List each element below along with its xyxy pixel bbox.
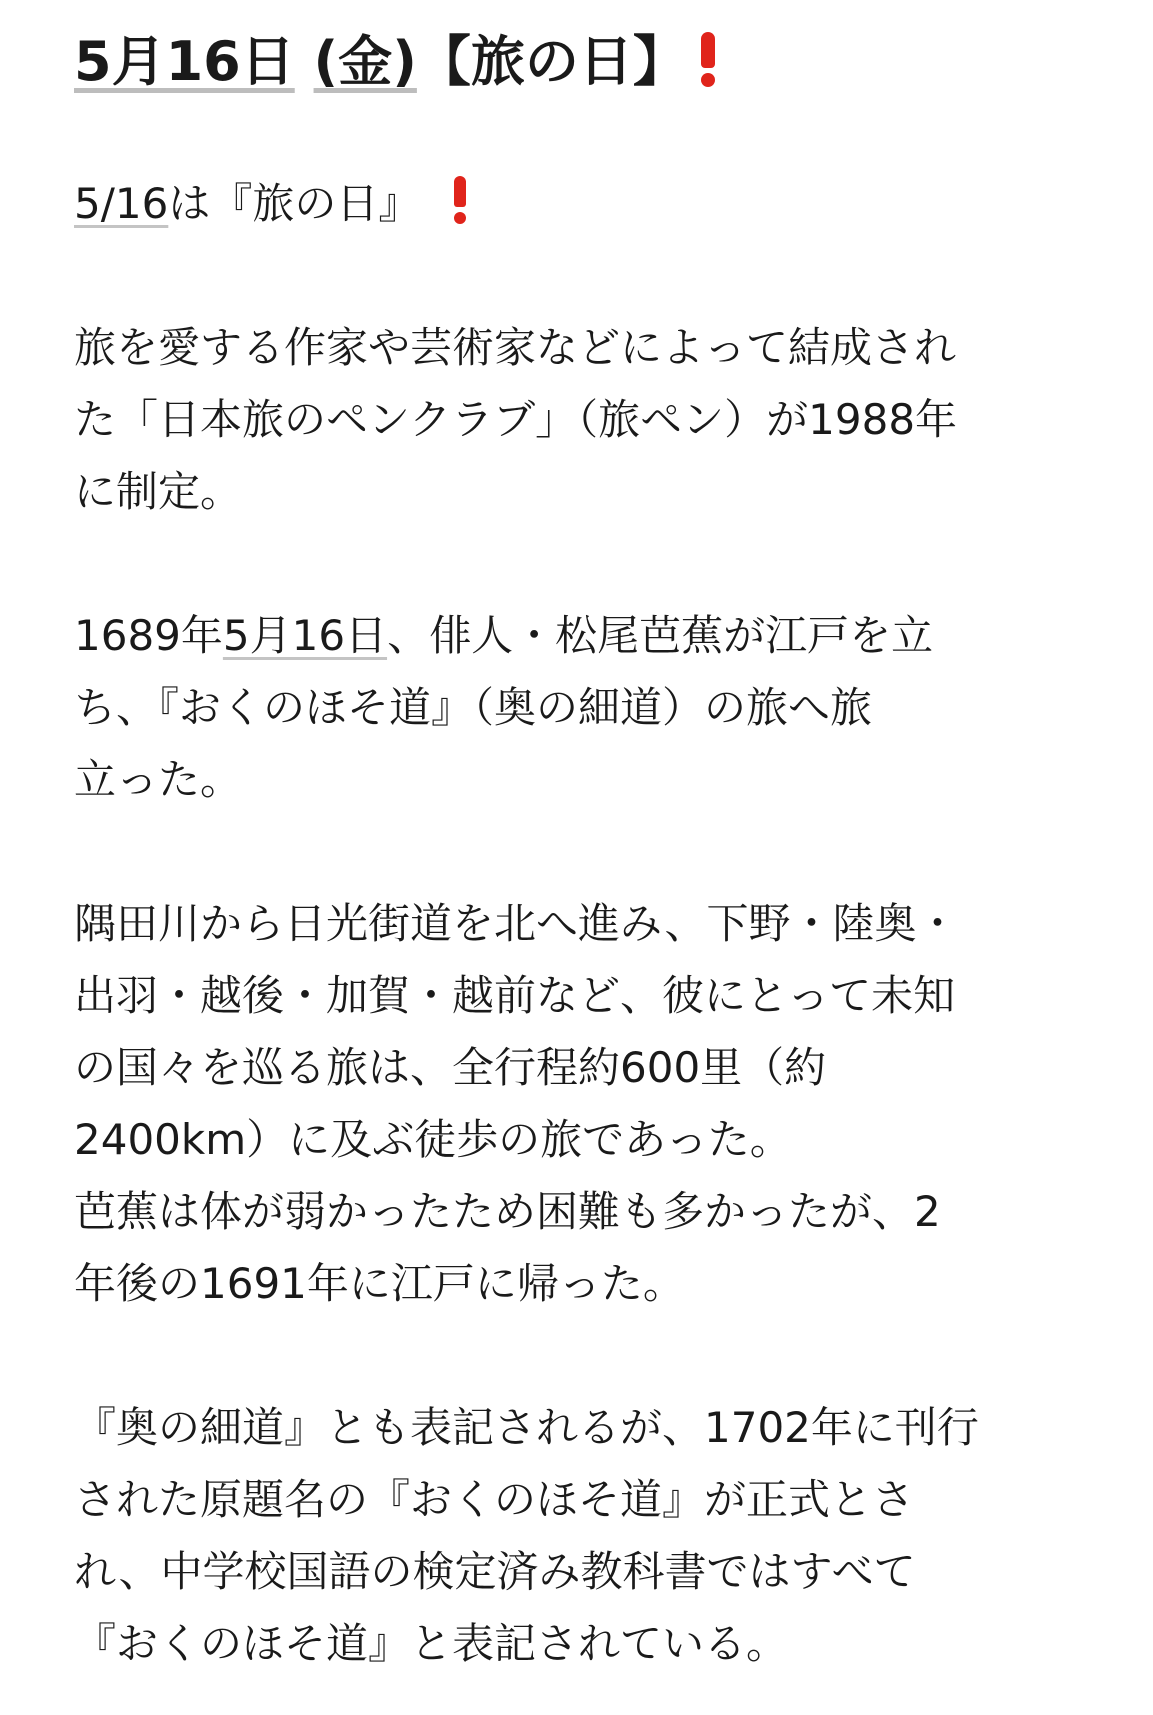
paragraph-origin — [74, 312, 1103, 528]
weekday-link[interactable]: (金) — [313, 30, 417, 93]
text-line: の国々を巡る旅は、全行程約600里（約 — [74, 1043, 827, 1092]
spacer — [74, 816, 1103, 888]
text-line: に制定。 — [74, 467, 243, 516]
intro-line — [74, 168, 1103, 240]
text-line: 年後の1691年に江戸に帰った。 — [74, 1259, 685, 1308]
text-fragment: 、俳人・松尾芭蕉が江戸を立 — [387, 611, 934, 660]
paragraph-title-notation — [74, 1392, 1103, 1680]
text-fragment: 1689年 — [74, 611, 223, 660]
intro-date-link[interactable]: 5/16 — [74, 179, 169, 228]
paragraph-journey — [74, 888, 1103, 1320]
title-space — [295, 30, 314, 93]
date-link[interactable]: 5月16日 — [222, 611, 388, 660]
intro-text: は『旅の日』 — [168, 179, 421, 228]
text-line: 立った。 — [74, 755, 243, 804]
text-line — [74, 600, 1103, 672]
text-line: 芭蕉は体が弱かったため困難も多かったが、2 — [74, 1187, 941, 1236]
text-line: 隅田川から日光街道を北へ進み、下野・陸奥・ — [74, 899, 959, 948]
text-line: ち、『おくのほそ道』（奥の細道）の旅へ旅 — [74, 683, 873, 732]
spacer — [74, 240, 1103, 312]
text-line: 『おくのほそ道』と表記されている。 — [74, 1619, 789, 1668]
text-line: た「日本旅のペンクラブ」（旅ペン）が1988年 — [74, 395, 958, 444]
text-line: 出羽・越後・加賀・越前など、彼にとって未知 — [74, 971, 956, 1020]
text-line: 2400km）に及ぶ徒歩の旅であった。 — [74, 1115, 792, 1164]
red-exclamation-icon — [450, 176, 470, 222]
paragraph-basho-departure — [74, 600, 1103, 816]
text-line: 『奥の細道』とも表記されるが、1702年に刊行 — [74, 1403, 979, 1452]
page-title — [74, 22, 1103, 102]
date-link[interactable]: 5月16日 — [74, 30, 295, 93]
spacer — [74, 1320, 1103, 1392]
title-name: 【旅の日】 — [416, 30, 687, 93]
text-line: 旅を愛する作家や芸術家などによって結成され — [74, 323, 957, 372]
red-exclamation-icon — [697, 32, 719, 84]
text-line: された原題名の『おくのほそ道』が正式とさ — [74, 1475, 915, 1524]
text-line: れ、中学校国語の検定済み教科書ではすべて — [74, 1547, 916, 1596]
spacer — [74, 528, 1103, 600]
